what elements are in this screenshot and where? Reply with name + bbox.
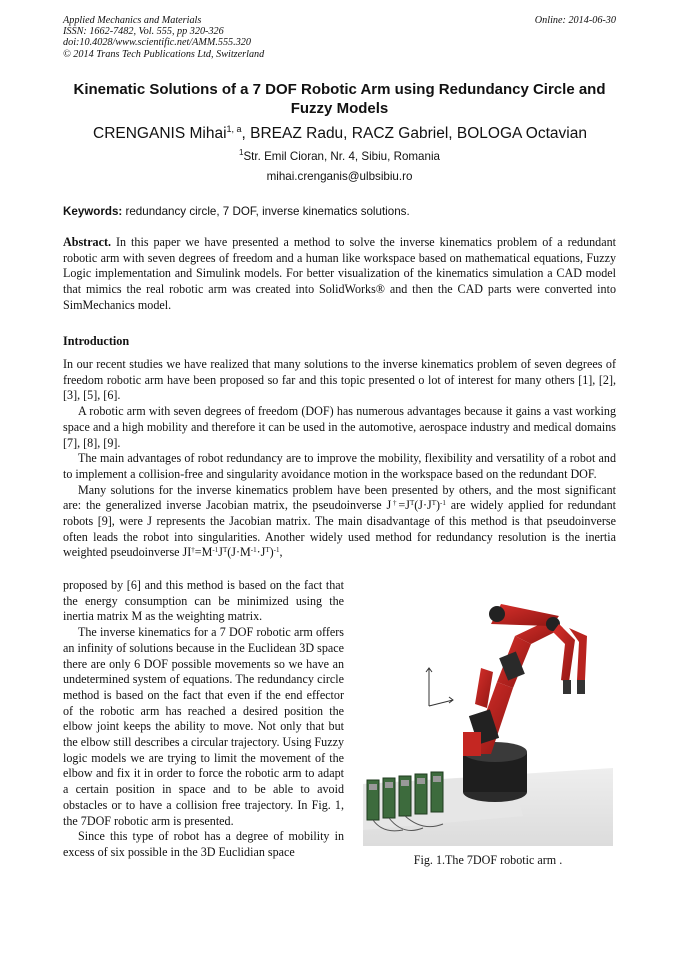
pseudoinverse-sup: † xyxy=(391,499,399,508)
author-email: mihai.crenganis@ulbsibiu.ro xyxy=(266,170,413,183)
author-superscript: 1, a xyxy=(226,124,242,134)
intro-body-full-width xyxy=(63,357,616,561)
journal-copyright: © 2014 Trans Tech Publications Ltd, Switzerland xyxy=(63,48,265,60)
intro-paragraph-4-part-b: are widely applied for redundant robots [9], were J represents the Jacobian matrix. The main disadvantage of this method is that pseudoinverse often leads the robot into singularities. Another widely used method for redundancy resolution is the inertia weighted pseudoinverse JI xyxy=(63,498,616,560)
section-heading-introduction: Introduction xyxy=(63,334,130,348)
abstract-label: Abstract. xyxy=(63,235,112,249)
keywords-text: redundancy circle, 7 DOF, inverse kinematics solutions. xyxy=(122,205,410,218)
keywords-line xyxy=(63,205,616,218)
figure-caption: Fig. 1.The 7DOF robotic arm . xyxy=(413,853,563,867)
abstract-text: In this paper we have presented a method to solve the inverse kinematics problem of a redundant robotic arm with seven degrees of freedom and a human like workspace based on mathematical equations, Fuzzy Logic implementation and Simulink models. For better visualization of the kinematics simulation a CAD model that mimics the real robotic arm was created into SolidWorks® and then the CAD parts were converted into SimMechanics model. xyxy=(63,235,616,312)
online-date: Online: 2014-06-30 xyxy=(534,15,616,26)
intro-paragraph-4-part-a: Many solutions for the inverse kinematics problem have been presented by others, and the most significant are: the generalized inverse Jacobian matrix, the pseudoinverse J xyxy=(63,482,616,513)
affiliation-superscript: 1 xyxy=(239,148,244,157)
intro-paragraph-4: Many solutions for the inverse kinematics problem have been presented by others, and the most significant are: the generalized inverse Jacobian matrix, the pseudoinverse $J^\dagger=J^T(J\cdot J^T)^{-1}$ are widely applied for redundant robots [9], were J represents the Jacobian matrix. The main disadvantage of this method is that pseudoinverse often leads the robot into singularities. Another widely used method for redundancy resolution is the inertia weighted pseudoinverse $JI^\dagger=M^{-1}J^T(J\cdot M^{-1}\cdot J^T)^{-1}$, xyxy=(63,482,616,560)
intro-paragraph-6: Since this type of robot has a degree of mobility in excess of six possible in the 3D Euclidian space xyxy=(63,829,344,859)
robotic-arm-figure xyxy=(363,584,613,846)
other-authors: , BREAZ Radu, RACZ Gabriel, BOLOGA Octavian xyxy=(241,125,587,143)
robotic-arm-photo xyxy=(363,584,613,846)
affiliation-text: Str. Emil Cioran, Nr. 4, Sibiu, Romania xyxy=(243,149,440,163)
journal-header xyxy=(63,15,616,60)
intro-paragraph-2: A robotic arm with seven degrees of freedom (DOF) has numerous advantages because it gains a vast working space and a high mobility and therefore it can be used in the automotive, aerospace industry and medical domains [7], [8], [9]. xyxy=(63,404,616,450)
paper-title: Kinematic Solutions of a 7 DOF Robotic Arm using Redundancy Circle and Fuzzy Models xyxy=(73,81,606,117)
affiliation xyxy=(63,148,616,163)
first-author: CRENGANIS Mihai xyxy=(93,125,227,143)
keywords-label: Keywords: xyxy=(63,205,123,218)
intro-paragraph-3: The main advantages of robot redundancy are to improve the mobility, flexibility and versatility of a robot and to implement a collision-free and singularity avoidance motion in the workspace based on the redundant DOF. xyxy=(63,451,616,481)
axis-icon xyxy=(426,668,453,706)
journal-name: Applied Mechanics and Materials xyxy=(63,15,202,26)
journal-issn: ISSN: 1662-7482, Vol. 555, pp 320-326 xyxy=(63,26,224,38)
abstract-paragraph xyxy=(63,235,616,314)
intro-paragraph-4-continued: proposed by [6] and this method is based on the fact that the energy consumption can be minimized using the inertia matrix M as the weighting matrix. xyxy=(63,578,344,624)
journal-doi: doi:10.4028/www.scientific.net/AMM.555.320 xyxy=(63,37,251,49)
author-line xyxy=(40,124,640,143)
inertia-pseudoinverse-sup: † xyxy=(191,546,195,555)
intro-body-left-column xyxy=(63,578,344,861)
intro-paragraph-1: In our recent studies we have realized that many solutions to the inverse kinematics problem of seven degrees of freedom robotic arm have been proposed so far and this topic presented o lot of interest for many others [1], [2], [3], [5], [6]. xyxy=(63,357,616,403)
intro-paragraph-5: The inverse kinematics for a 7 DOF robotic arm offers an infinity of solutions because in the Euclidean 3D space there are only 6 DOF possible movements so we have an undetermined system of equations. The redundancy circle method is based on the fact that even if the end effector of the robotic arm has reached a desired position the elbow joint keeps the ability to move. Not only that but the elbow still describes a circular trajectory. Using Fuzzy logic models we are trying to limit the movement of the elbow and fix it in order to force the robotic arm to adapt a certain position in space and to be able to avoid obstacles or to have a collision free trajectory. In Fig. 1, the 7DOF robotic arm is presented. xyxy=(63,625,344,828)
